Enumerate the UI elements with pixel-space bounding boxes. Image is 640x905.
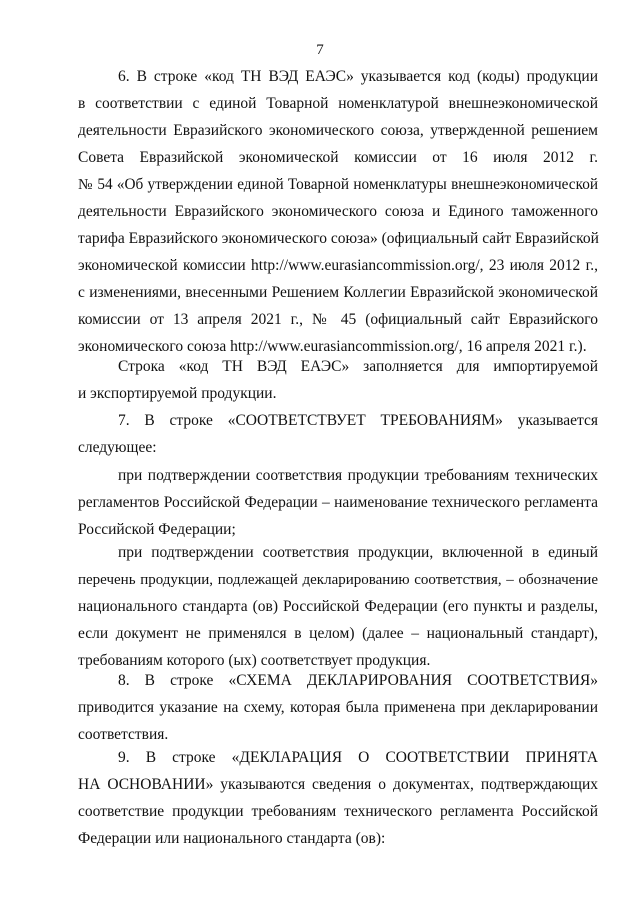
text-line: № 54 «Об утверждении единой Товарной номенклатуры внешнеэкономической: [78, 176, 598, 193]
text-line: и экспортируемой продукции.: [78, 385, 277, 402]
text-line: Российской Федерации;: [78, 521, 236, 538]
text-line: следующее:: [78, 439, 157, 456]
text-line: 8. В строке «СХЕМА ДЕКЛАРИРОВАНИЯ СООТВЕТСТВИЯ»: [118, 672, 598, 689]
page-number: 7: [316, 42, 324, 58]
text-line: Федерации или национального стандарта (ов):: [78, 830, 386, 847]
text-line: комиссии от 13 апреля 2021 г., № 45 (официальный сайт Евразийского: [78, 311, 598, 328]
text-line: требованиям которого (ых) соответствует продукция.: [78, 652, 431, 669]
text-line: в соответствии с единой Товарной номенклатурой внешнеэкономической: [78, 95, 598, 112]
text-line: НА ОСНОВАНИИ» указываются сведения о документах, подтверждающих: [78, 776, 598, 793]
text-line: при подтверждении соответствия продукции, включенной в единый: [118, 544, 598, 561]
text-line: регламентов Российской Федерации – наименование технического регламента: [78, 494, 598, 511]
text-line: 7. В строке «СООТВЕТСТВУЕТ ТРЕБОВАНИЯМ» указывается: [118, 412, 598, 429]
text-line: соответствие продукции требованиям технического регламента Российской: [78, 803, 598, 820]
text-line: экономического союза http://www.eurasiancommission.org/, 16 апреля 2021 г.).: [78, 338, 587, 355]
text-line: национального стандарта (ов) Российской Федерации (его пункты и разделы,: [78, 598, 598, 615]
text-line: с изменениями, внесенными Решением Коллегии Евразийской экономической: [78, 284, 598, 301]
text-line: Строка «код ТН ВЭД ЕАЭС» заполняется для импортируемой: [118, 358, 598, 375]
text-line: экономической комиссии http://www.eurasiancommission.org/, 23 июля 2012 г.,: [78, 257, 598, 274]
text-line: если документ не применялся в целом) (далее – национальный стандарт),: [78, 625, 598, 642]
text-line: соответствия.: [78, 726, 169, 743]
text-line: деятельности Евразийского экономического союза, утвержденной решением: [78, 122, 598, 139]
text-line: деятельности Евразийского экономического союза и Единого таможенного: [78, 203, 598, 220]
text-line: перечень продукции, подлежащей декларированию соответствия, – обозначение: [78, 572, 598, 588]
text-line: приводится указание на схему, которая была применена при декларировании: [78, 699, 598, 716]
text-line: 6. В строке «код ТН ВЭД ЕАЭС» указывается код (коды) продукции: [118, 68, 598, 85]
text-line: 9. В строке «ДЕКЛАРАЦИЯ О СООТВЕТСТВИИ ПРИНЯТА: [118, 749, 598, 766]
text-line: Совета Евразийской экономической комиссии от 16 июля 2012 г.: [78, 149, 598, 166]
text-line: тарифа Евразийского экономического союза» (официальный сайт Евразийской: [78, 230, 599, 247]
text-line: при подтверждении соответствия продукции требованиям технических: [118, 467, 598, 484]
